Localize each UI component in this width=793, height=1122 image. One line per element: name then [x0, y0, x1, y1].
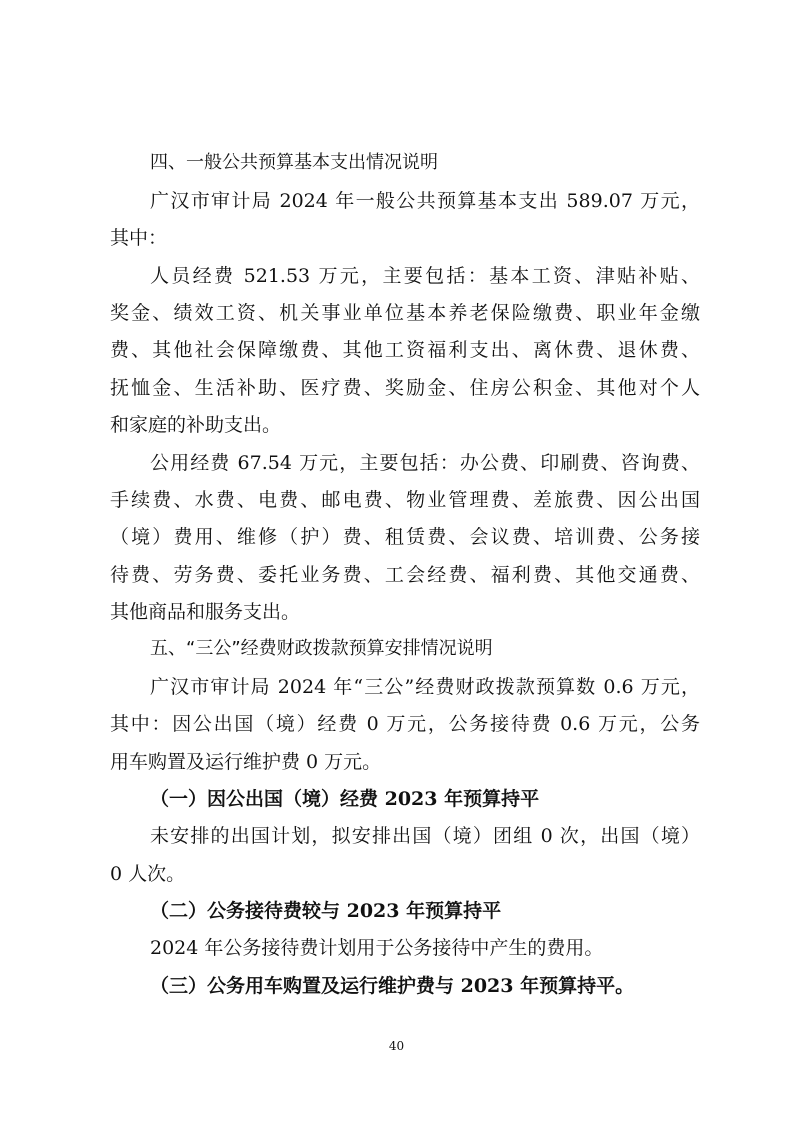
page-number: 40: [388, 1039, 405, 1053]
personnel-expense-line-5: 和家庭的补助支出。: [110, 414, 282, 436]
section-5-intro-line-1: 广汉市审计局 2024 年“三公”经费财政拨款预算数 0.6 万元，: [150, 676, 700, 698]
section-5-intro-line-2: 其中：因公出国（境）经费 0 万元，公务接待费 0.6 万元，公务: [110, 713, 700, 735]
section-5-heading: 五、“三公”经费财政拨款预算安排情况说明: [150, 638, 493, 659]
subsection-1-heading: （一）因公出国（境）经费 2023 年预算持平: [150, 788, 540, 810]
subsection-2-body-line-1: 2024 年公务接待费计划用于公务接待中产生的费用。: [150, 937, 604, 959]
section-4-intro-line-2: 其中：: [110, 227, 168, 249]
personnel-expense-line-2: 奖金、绩效工资、机关事业单位基本养老保险缴费、职业年金缴: [110, 302, 700, 324]
personnel-expense-line-4: 抚恤金、生活补助、医疗费、奖励金、住房公积金、其他对个人: [110, 377, 700, 399]
personnel-expense-line-1: 人员经费 521.53 万元，主要包括：基本工资、津贴补贴、: [150, 265, 700, 287]
subsection-1-body-line-1: 未安排的出国计划，拟安排出国（境）团组 0 次，出国（境）: [150, 825, 700, 847]
subsection-2-heading: （二）公务接待费较与 2023 年预算持平: [150, 900, 502, 922]
subsection-3-heading: （三）公务用车购置及运行维护费与 2023 年预算持平。: [150, 975, 635, 997]
section-4-intro-line-1: 广汉市审计局 2024 年一般公共预算基本支出 589.07 万元，: [150, 190, 700, 212]
section-4-heading: 四、一般公共预算基本支出情况说明: [150, 152, 438, 173]
section-5-intro-line-3: 用车购置及运行维护费 0 万元。: [110, 751, 382, 773]
public-expense-line-5: 其他商品和服务支出。: [110, 601, 301, 623]
personnel-expense-line-3: 费、其他社会保障缴费、其他工资福利支出、离休费、退休费、: [110, 339, 700, 361]
subsection-1-body-line-2: 0 人次。: [110, 863, 186, 885]
public-expense-line-3: （境）费用、维修（护）费、租赁费、会议费、培训费、公务接: [110, 526, 700, 548]
public-expense-line-1: 公用经费 67.54 万元，主要包括：办公费、印刷费、咨询费、: [150, 452, 700, 474]
public-expense-line-2: 手续费、水费、电费、邮电费、物业管理费、差旅费、因公出国: [110, 489, 700, 511]
public-expense-line-4: 待费、劳务费、委托业务费、工会经费、福利费、其他交通费、: [110, 564, 700, 586]
